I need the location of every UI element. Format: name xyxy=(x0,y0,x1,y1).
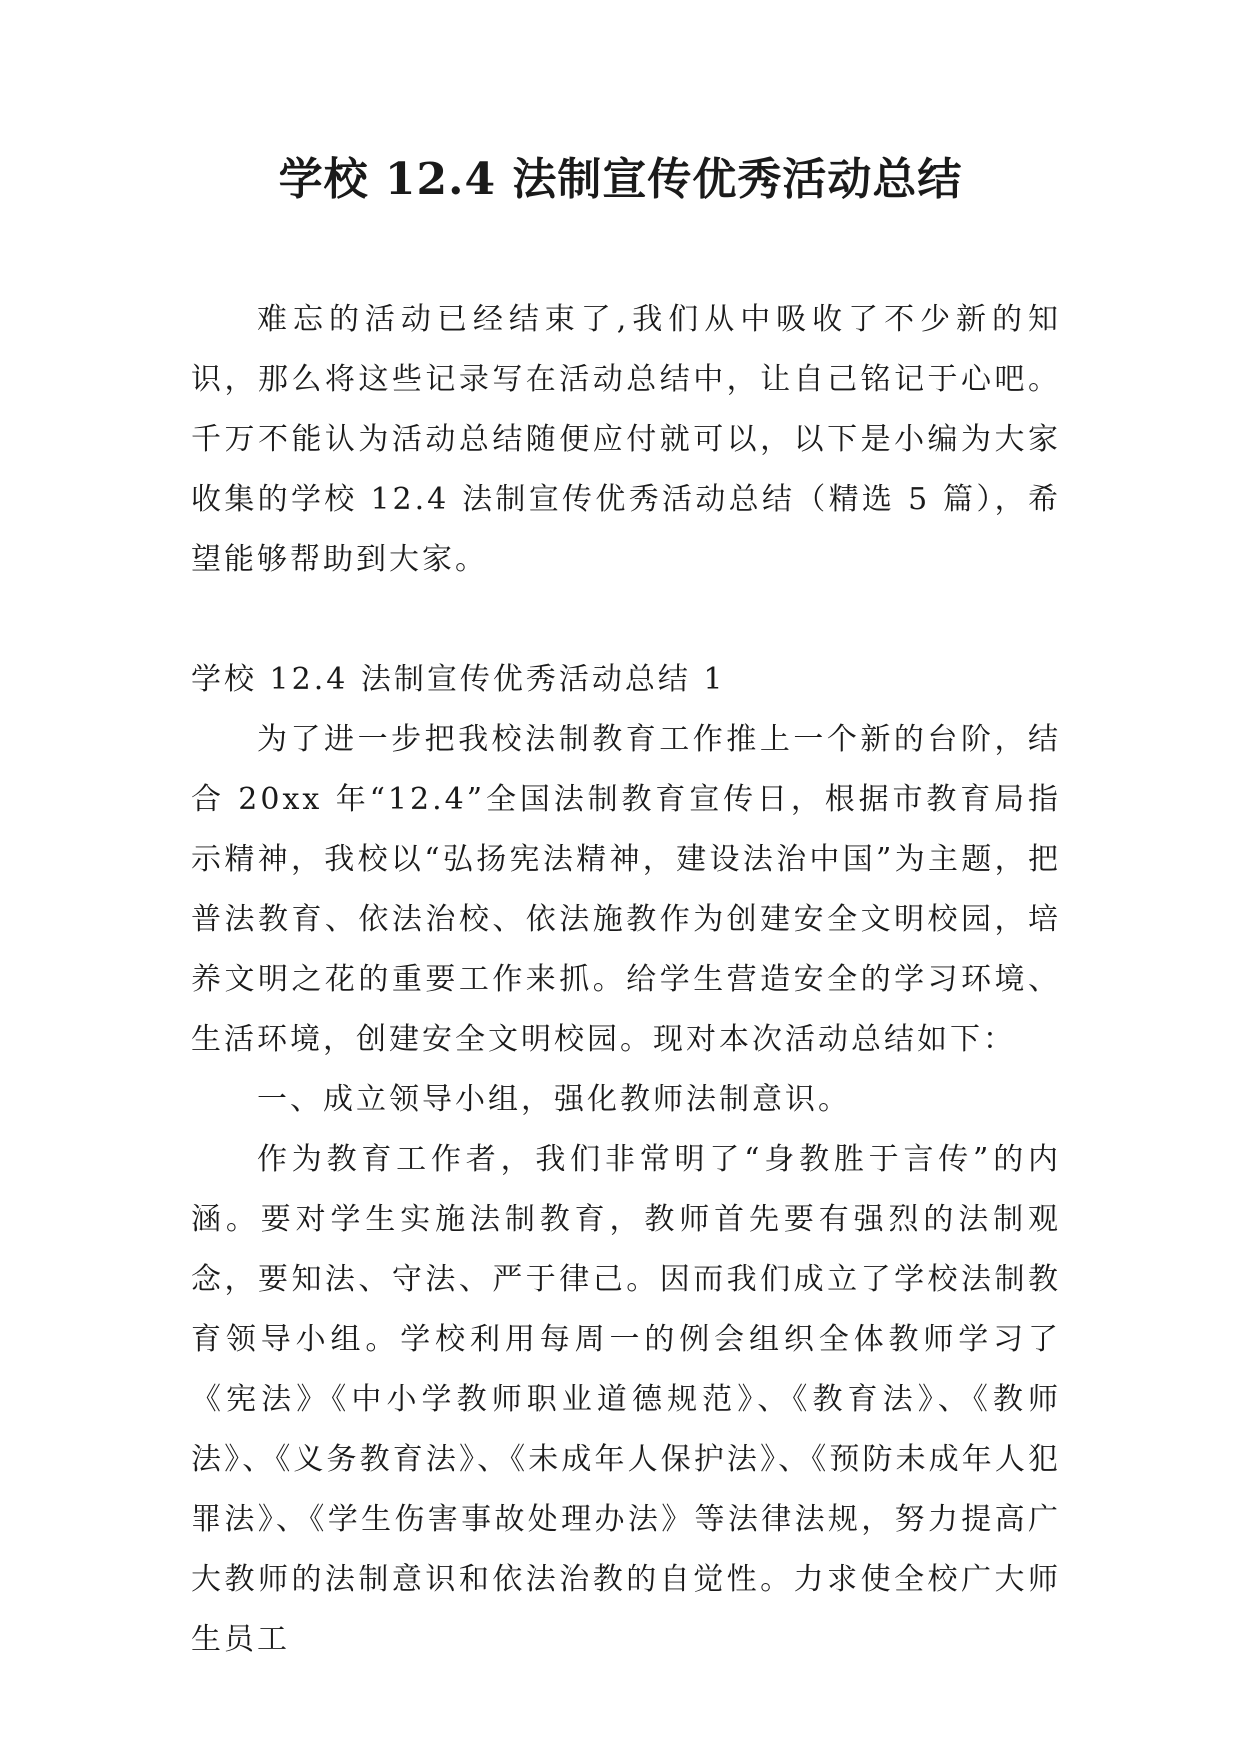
body-paragraph-2: 一、成立领导小组，强化教师法制意识。 xyxy=(257,1082,851,1117)
body-paragraph-1: 为了进一步把我校法制教育工作推上一个新的台阶，结合 20xx 年“12.4”全国法制教育宣传日，根据市教育局指示精神，我校以“弘扬宪法精神，建设法治中国”为主题，把普法教育、依法治校、依法施教作为创建安全文明校园，培养文明之花的重要工作来抓。给学生营造安全的学习环境、生活环境，创建安全文明校园。现对本次活动总结如下： xyxy=(191,722,1061,1057)
intro-paragraph: 难忘的活动已经结束了,我们从中吸收了不少新的知识，那么将这些记录写在活动总结中，让自己铭记于心吧。千万不能认为活动总结随便应付就可以，以下是小编为大家收集的学校 12.4 法制宣传优秀活动总结（精选 5 篇），希望能够帮助到大家。 xyxy=(191,302,1061,577)
document-body xyxy=(191,290,1061,1670)
body-paragraph-3: 作为教育工作者，我们非常明了“身教胜于言传”的内涵。要对学生实施法制教育，教师首先要有强烈的法制观念，要知法、守法、严于律己。因而我们成立了学校法制教育领导小组。学校利用每周一的例会组织全体教师学习了《宪法》《中小学教师职业道德规范》、《教育法》、《教师法》、《义务教育法》、《未成年人保护法》、《预防未成年人犯罪法》、《学生伤害事故处理办法》等法律法规，努力提高广大教师的法制意识和依法治教的自觉性。力求使全校广大师生员工 xyxy=(191,1142,1061,1657)
document-title: 学校 12.4 法制宣传优秀活动总结 xyxy=(278,154,963,205)
section-gap xyxy=(191,590,1061,650)
section-heading: 学校 12.4 法制宣传优秀活动总结 1 xyxy=(191,662,726,697)
